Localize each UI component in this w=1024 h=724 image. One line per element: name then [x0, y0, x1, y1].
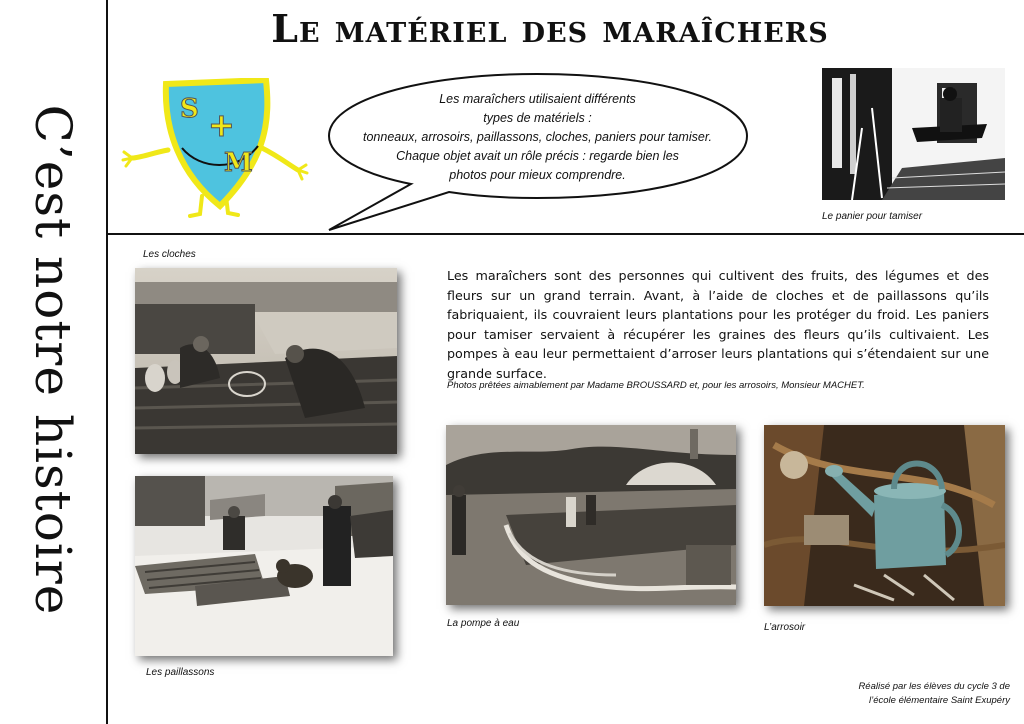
- bubble-text: [350, 90, 725, 185]
- mascot-letter-m: M: [224, 148, 253, 178]
- page-title: Le matériel des maraîchers: [271, 6, 829, 51]
- photo-les-cloches: [135, 268, 397, 454]
- mascot-illustration: [120, 78, 320, 223]
- photo-les-paillassons: [135, 476, 393, 656]
- description-paragraph: Les maraîchers sont des personnes qui cultivent des fruits, des légumes et des fleurs sur un grand terrain. Avant, à l’aide de cloches et de paillassons qu’ils fabriquaient, ils couvraient leurs plantations pour les protéger du froid. Les paniers pour tamiser servaient à récupérer les graines des fleurs qu’ils cultivaient. Les pompes à eau leur permettaient d’arroser leurs plantations qui s’étendaient sur une grande surface.: [447, 268, 989, 381]
- bubble-line: types de matériels :: [483, 111, 592, 125]
- bubble-line: tonneaux, arrosoirs, paillassons, cloches, paniers pour tamiser.: [362, 130, 712, 144]
- mascot-letter-plus: +: [208, 106, 235, 144]
- mascot-letter-s: S: [180, 94, 199, 124]
- photo-panier-pour-tamiser: [822, 68, 1005, 200]
- bubble-line: Les maraîchers utilisaient différents: [439, 92, 636, 106]
- credits-footer: [800, 680, 1010, 708]
- header-divider: [106, 233, 1024, 235]
- caption-panier: Le panier pour tamiser: [822, 211, 923, 222]
- bubble-line: photos pour mieux comprendre.: [449, 168, 626, 182]
- caption-paillassons: Les paillassons: [146, 667, 215, 678]
- bubble-line: Chaque objet avait un rôle précis : regarde bien les: [396, 149, 679, 163]
- photo-credits: Photos prêtées aimablement par Madame BROUSSARD et, pour les arrosoirs, Monsieur MACHET.: [447, 380, 865, 391]
- footer-line: Réalisé par les élèves du cycle 3 de: [858, 681, 1010, 692]
- photo-l-arrosoir: [764, 425, 1005, 606]
- side-title-band: [0, 60, 106, 660]
- side-title: C’est notre histoire: [24, 104, 82, 616]
- left-divider: [106, 0, 108, 724]
- caption-arrosoir: L’arrosoir: [764, 622, 806, 633]
- caption-cloches: Les cloches: [143, 249, 196, 260]
- footer-line: l’école élémentaire Saint Exupéry: [869, 695, 1010, 706]
- caption-pompe: La pompe à eau: [447, 618, 520, 629]
- photo-la-pompe-a-eau: [446, 425, 736, 605]
